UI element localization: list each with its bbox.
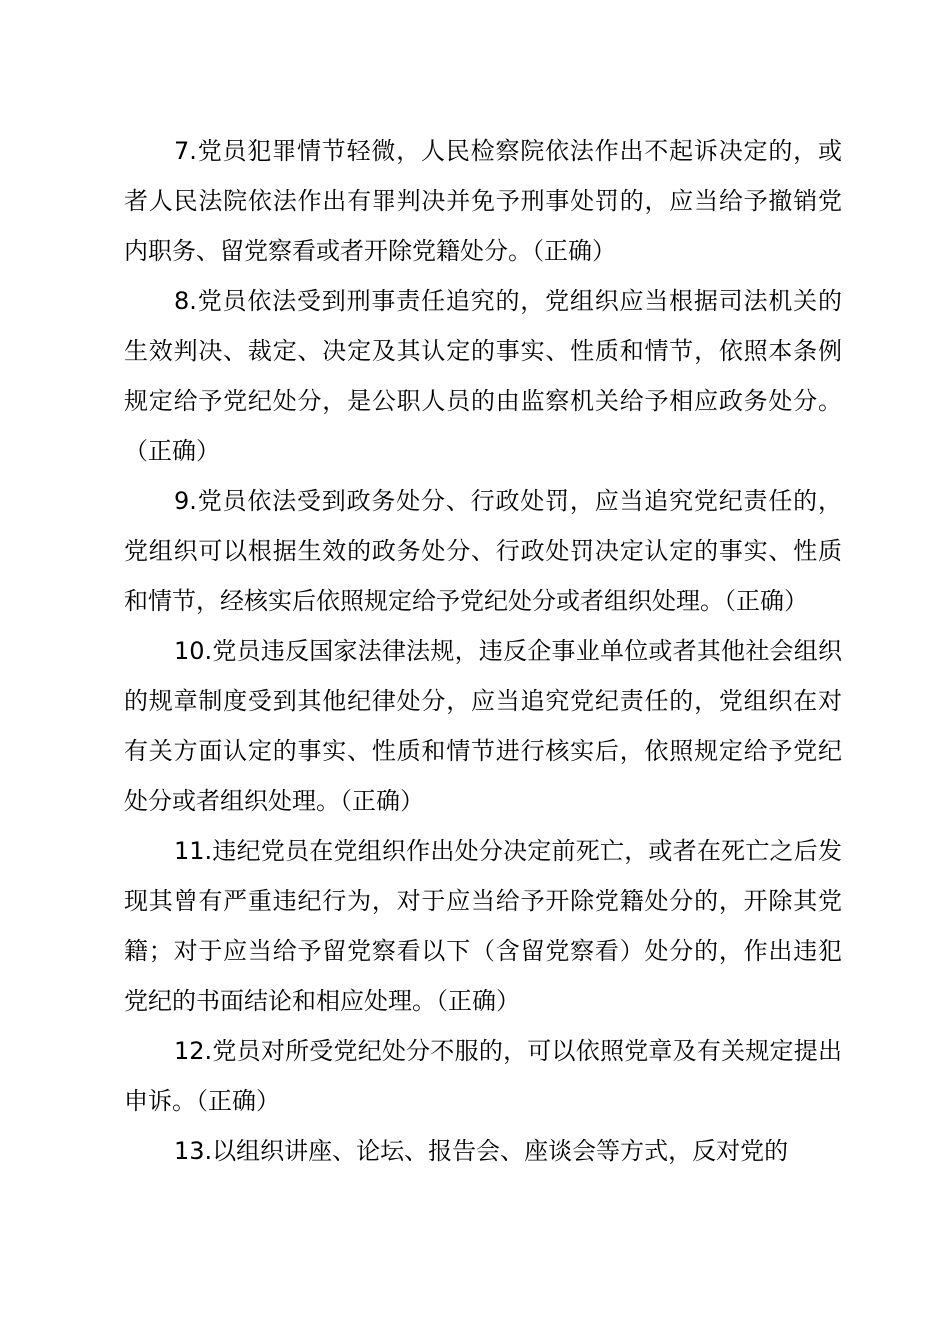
document-body [124,126,842,1176]
paragraph-item-11: 11.违纪党员在党组织作出处分决定前死亡，或者在死亡之后发现其曾有严重违纪行为，对于应当给予开除党籍处分的，开除其党籍；对于应当给予留党察看以下（含留党察看）处分的，作出违犯党纪的书面结论和相应处理。（正确） [124,837,842,1015]
paragraph-item-7: 7.党员犯罪情节轻微，人民检察院依法作出不起诉决定的，或者人民法院依法作出有罪判决并免予刑事处罚的，应当给予撤销党内职务、留党察看或者开除党籍处分。（正确） [124,137,842,265]
paragraph-item-8: 8.党员依法受到刑事责任追究的，党组织应当根据司法机关的生效判决、裁定、决定及其认定的事实、性质和情节，依照本条例规定给予党纪处分，是公职人员的由监察机关给予相应政务处分。（正确） [124,287,842,465]
paragraph-item-13: 13.以组织讲座、论坛、报告会、座谈会等方式，反对党的 [174,1137,789,1165]
paragraph-item-10: 10.党员违反国家法律法规，违反企事业单位或者其他社会组织的规章制度受到其他纪律处分，应当追究党纪责任的，党组织在对有关方面认定的事实、性质和情节进行核实后，依照规定给予党纪处分或者组织处理。（正确） [124,637,842,815]
paragraph-item-12: 12.党员对所受党纪处分不服的，可以依照党章及有关规定提出申诉。（正确） [124,1037,842,1115]
paragraph-item-9: 9.党员依法受到政务处分、行政处罚，应当追究党纪责任的，党组织可以根据生效的政务处分、行政处罚决定认定的事实、性质和情节，经核实后依照规定给予党纪处分或者组织处理。（正确） [124,487,842,615]
